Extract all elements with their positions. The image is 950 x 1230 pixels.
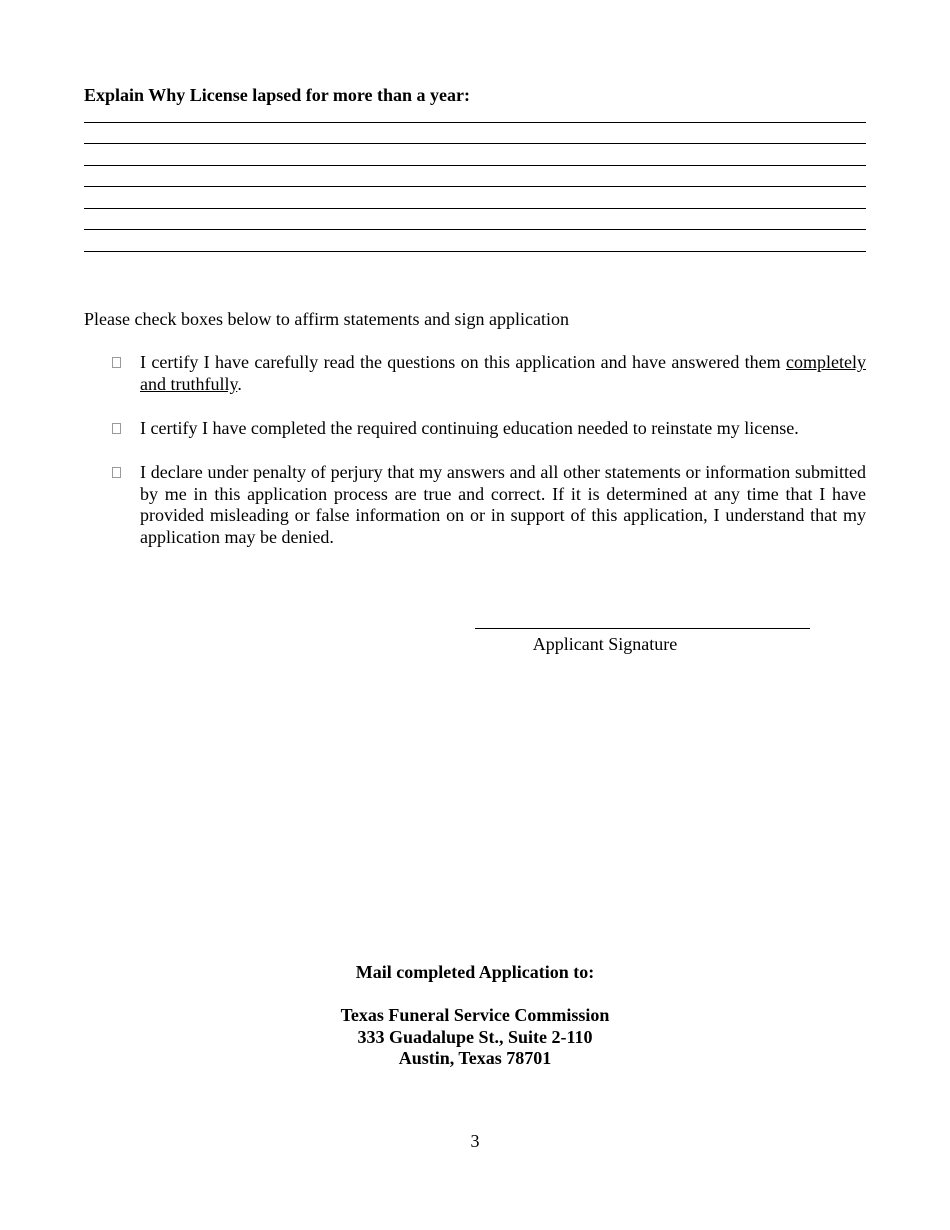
certify-read-checkbox[interactable]: [112, 357, 121, 368]
explain-heading: Explain Why License lapsed for more than a year:: [84, 85, 471, 105]
page-number: 3: [470, 1131, 480, 1151]
answer-line-3[interactable]: [84, 165, 866, 166]
certification-text-main: I certify I have carefully read the questions on this application and have answered them: [140, 352, 781, 372]
answer-line-7[interactable]: [84, 251, 866, 252]
answer-line-5[interactable]: [84, 208, 866, 209]
mail-org-name: Texas Funeral Service Commission: [340, 1005, 610, 1025]
answer-line-4[interactable]: [84, 186, 866, 187]
answer-line-6[interactable]: [84, 229, 866, 230]
certification-text: I declare under penalty of perjury that my answers and all other statements or information submitted by me in this application process are true and correct. If it is determined at any time that I have provided misleading or false information on or in support of this application, I understand that my application may be denied.: [140, 462, 866, 548]
declare-perjury-checkbox[interactable]: [112, 467, 121, 478]
certification-text: [140, 352, 866, 395]
signature-label: Applicant Signature: [532, 634, 678, 654]
certification-text-suffix: .: [237, 373, 242, 394]
mail-street-address: 333 Guadalupe St., Suite 2-110: [357, 1027, 593, 1047]
signature-line[interactable]: [475, 628, 810, 629]
affirm-instruction: Please check boxes below to affirm statements and sign application: [84, 309, 570, 329]
certification-underlined-text: completely and truthfully: [140, 352, 867, 394]
certification-text: I certify I have completed the required continuing education needed to reinstate my license.: [140, 418, 799, 438]
mail-city-state-zip: Austin, Texas 78701: [398, 1048, 552, 1068]
answer-line-2[interactable]: [84, 143, 866, 144]
certify-education-checkbox[interactable]: [112, 423, 121, 434]
mail-heading: Mail completed Application to:: [355, 962, 595, 982]
answer-line-1[interactable]: [84, 122, 866, 123]
